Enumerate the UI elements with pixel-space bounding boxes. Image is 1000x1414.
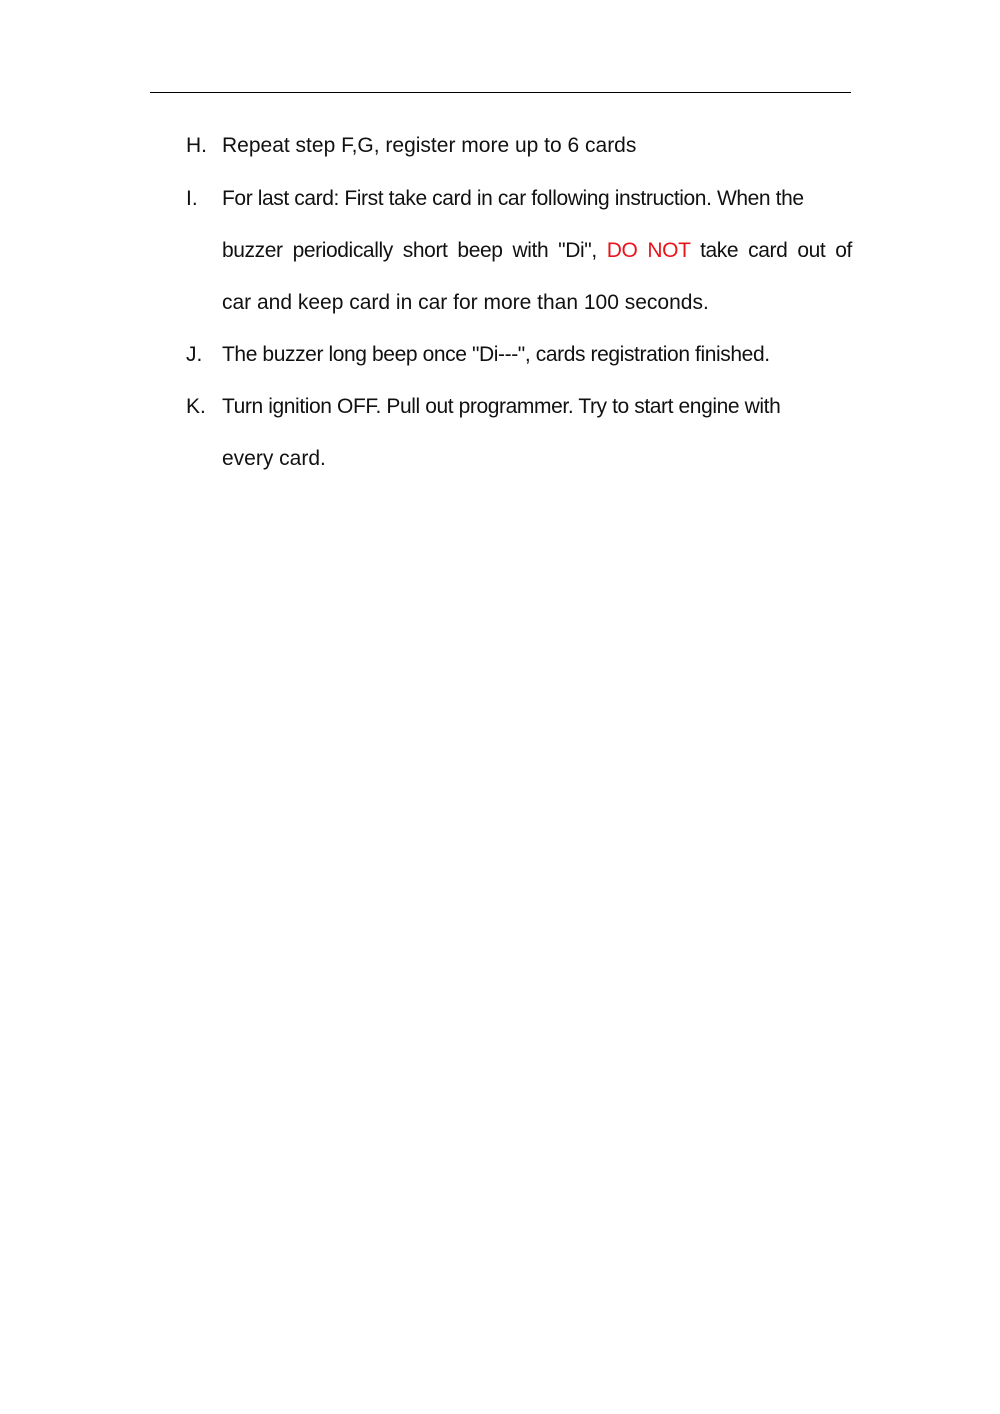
step-line: For last card: First take card in car following instruction. When the [222,187,804,210]
step-text [222,329,852,381]
step-line-after-warning: take card out of [700,239,852,262]
step-text [222,173,852,329]
do-not-warning: DO NOT [606,239,691,262]
step-line: car and keep card in car for more than 100 seconds. [222,291,709,314]
header-rule [150,92,851,93]
step-line: Turn ignition OFF. Pull out programmer. Try to start engine with [222,395,781,418]
step-line-with-warning [222,225,852,277]
step-letter: I. [186,187,198,210]
step-letter: J. [186,343,203,366]
step-letter: K. [186,395,206,418]
step-line: The buzzer long beep once "Di---", cards registration finished. [222,343,770,366]
step-line: Repeat step F,G, register more up to 6 cards [222,134,637,157]
step-letter: H. [186,134,207,157]
step-text [222,381,852,485]
step-text [222,120,852,172]
step-line: every card. [222,447,326,470]
step-line-before-warning: buzzer periodically short beep with "Di", [222,239,597,262]
